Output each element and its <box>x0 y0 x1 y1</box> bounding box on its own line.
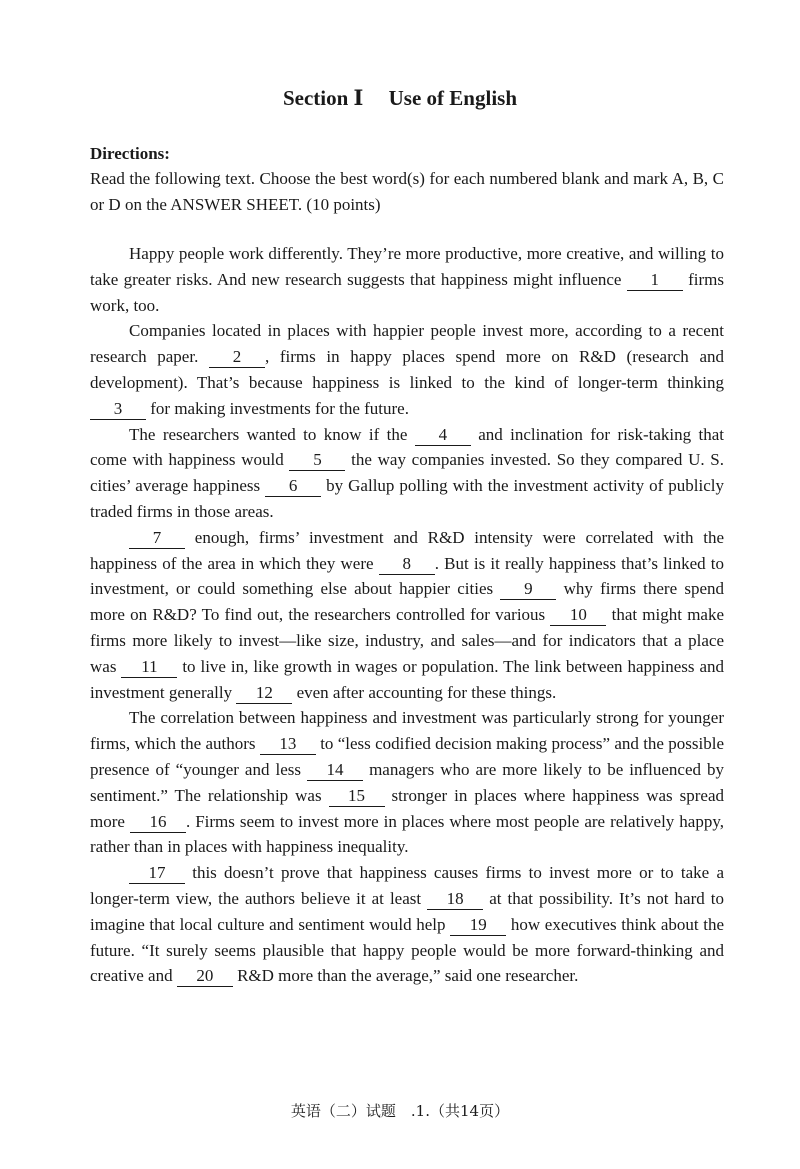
passage-text: . But is it really happiness that’s linked to investment, or could something else about happier cities <box>90 553 725 599</box>
blank-14: 14 <box>307 760 363 781</box>
section-label: Section Ⅰ <box>282 86 364 110</box>
passage-text: this doesn’t prove that happiness causes firms to invest more or to take a longer-term view, the authors believe it at least <box>90 863 724 908</box>
blank-20: 20 <box>177 966 233 987</box>
passage-text: even after accounting for these things. <box>296 682 557 702</box>
blank-5: 5 <box>289 450 345 471</box>
passage-text: the way companies invested. So they compared U. S. cities’ average happiness <box>90 450 725 496</box>
blank-10: 10 <box>550 605 606 626</box>
passage-text: , firms in happy places spend more on R&D (research and development). That’s because happiness is linked to the kind of longer-term thinking <box>90 347 724 392</box>
paragraph-1 <box>90 241 724 318</box>
blank-16: 16 <box>130 812 186 833</box>
passage-text: Companies located in places with happier people invest more, according to a recent research paper. <box>90 321 724 367</box>
passage <box>90 241 724 989</box>
blank-12: 12 <box>236 683 292 704</box>
blank-18: 18 <box>427 889 483 910</box>
passage-text: by Gallup polling with the investment activity of publicly traded firms in those areas. <box>90 476 725 521</box>
passage-text: why firms there spend more on R&D? To find out, the researchers controlled for various <box>90 579 725 625</box>
blank-19: 19 <box>450 915 506 936</box>
blank-4: 4 <box>415 425 471 446</box>
blank-8: 8 <box>379 554 435 575</box>
directions-text: Read the following text. Choose the best word(s) for each numbered blank and mark A, B, C or D on the ANSWER SHEET. (10 points) <box>90 169 724 214</box>
blank-2: 2 <box>209 347 265 368</box>
passage-text: Happy people work differently. They’re more productive, more creative, and willing to take greater risks. And new research suggests that happiness might influence <box>90 244 724 289</box>
passage-text: and inclination for risk-taking that come with happiness would <box>90 424 725 470</box>
paragraph-4 <box>90 525 724 706</box>
passage-text: The correlation between happiness and investment was particularly strong for younger firms, which the authors <box>90 708 724 754</box>
blank-6: 6 <box>265 476 321 497</box>
passage-text: that might make firms more likely to invest—like size, industry, and sales—and for indicators that a place was <box>90 605 725 676</box>
paragraph-5 <box>90 705 724 860</box>
blank-15: 15 <box>329 786 385 807</box>
passage-text: at that possibility. It’s not hard to imagine that local culture and sentiment would help <box>90 888 725 934</box>
passage-text: to “less codified decision making process” and the possible presence of “younger and less <box>90 734 725 779</box>
passage-text: The researchers wanted to know if the <box>129 424 408 444</box>
passage-text: firms work, too. <box>90 269 724 315</box>
directions-heading: Directions: <box>90 144 170 163</box>
passage-text: R&D more than the average,” said one researcher. <box>237 966 579 986</box>
blank-17: 17 <box>129 863 185 884</box>
passage-text: enough, firms’ investment and R&D intensity were correlated with the happiness of the area in which they were <box>90 527 724 573</box>
paragraph-6 <box>90 860 724 989</box>
passage-text: . Firms seem to invest more in places where most people are relatively happy, rather than in places with happiness inequality. <box>90 811 724 857</box>
blank-7: 7 <box>129 528 185 549</box>
blank-11: 11 <box>121 657 177 678</box>
passage-text: for making investments for the future. <box>150 398 409 418</box>
blank-3: 3 <box>90 399 146 420</box>
page-footer: 英语（二）试题 .1.（共14页） <box>290 1102 510 1120</box>
section-name: Use of English <box>388 86 517 110</box>
passage-text: how executives think about the future. “It surely seems plausible that happy people would be more forward-thinking and creative and <box>90 914 725 986</box>
section-title <box>0 85 800 111</box>
passage-text: stronger in places where happiness was spread more <box>90 785 724 831</box>
paragraph-3 <box>90 422 724 525</box>
passage-text: managers who are more likely to be influenced by sentiment.” The relationship was <box>90 759 725 805</box>
blank-1: 1 <box>627 270 683 291</box>
paragraph-2 <box>90 318 724 421</box>
blank-13: 13 <box>260 734 316 755</box>
blank-9: 9 <box>500 579 556 600</box>
passage-text: to live in, like growth in wages or population. The link between happiness and investment generally <box>90 656 724 702</box>
